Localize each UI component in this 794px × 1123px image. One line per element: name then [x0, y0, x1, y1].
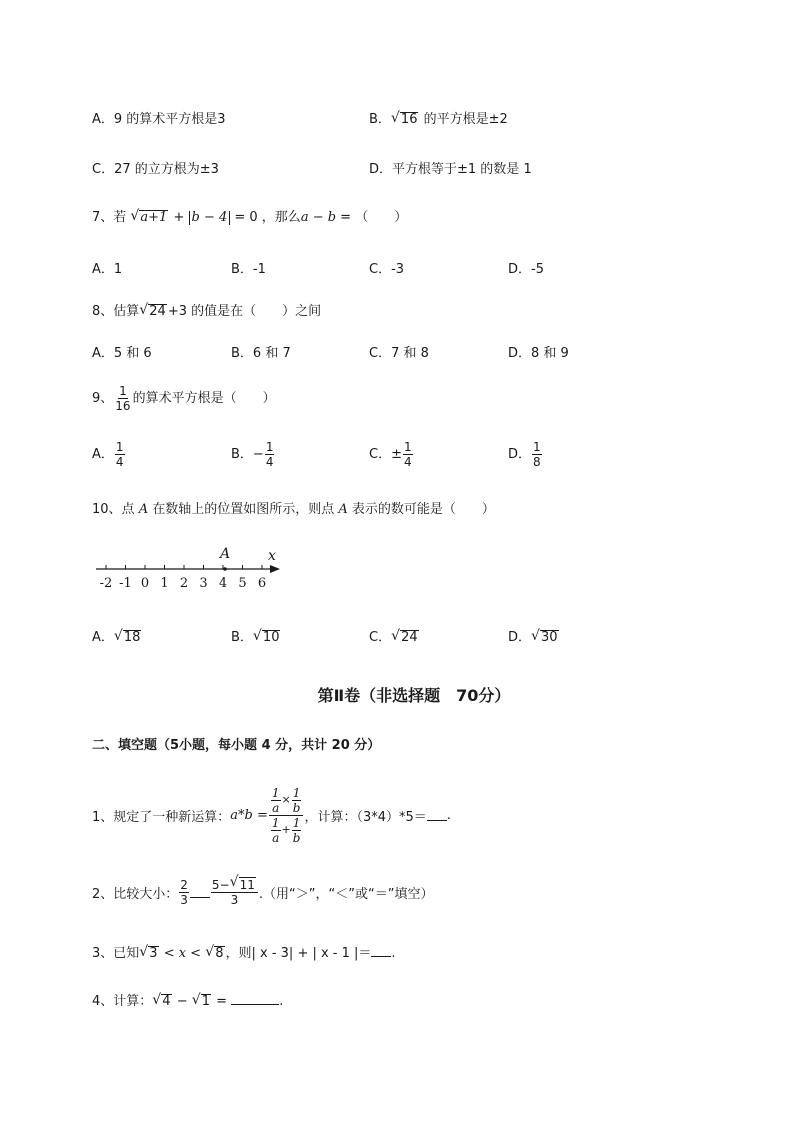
number-line-figure	[94, 540, 294, 596]
answer-blank[interactable]	[427, 810, 447, 821]
fill-q2: 2、比较大小： $\frac{2}{3}$ 5− √ 11 3 .（用“＞”，“＜”或“＝”填空）	[92, 874, 434, 907]
point-a-label: A	[220, 546, 231, 562]
q7-option-b[interactable]: B．-1	[231, 262, 266, 277]
sqrt-symbol: √ 24	[139, 302, 166, 319]
axis-tick-label: 3	[199, 576, 208, 591]
axis-tick-label: -1	[119, 576, 132, 591]
absolute-value: b − 4	[189, 211, 231, 225]
q7-options	[92, 258, 734, 282]
q9-option-a[interactable]: A． $\frac{1}{4}$	[92, 440, 124, 469]
q6-option-b-label: B．	[369, 112, 391, 127]
q10-option-b[interactable]: B． √ 10	[231, 628, 280, 645]
q8-option-d[interactable]: D．8 和 9	[508, 346, 569, 361]
answer-blank[interactable]	[190, 887, 210, 898]
q6-option-b-text: 的平方根是±2	[419, 112, 508, 127]
q8-option-b[interactable]: B．6 和 7	[231, 346, 291, 361]
axis-tick-label: 0	[140, 576, 150, 591]
q7-option-c[interactable]: C．-3	[369, 262, 405, 277]
q6-option-b[interactable]	[369, 108, 508, 127]
part-two-title: 第Ⅱ卷（非选择题 70分）	[317, 686, 511, 705]
q6-option-a[interactable]: A．9 的算术平方根是3	[92, 112, 226, 127]
q9-option-b[interactable]: B．− $\frac{1}{4}$	[231, 440, 274, 469]
axis-tick-label: 2	[179, 576, 189, 591]
axis-x-label: x	[268, 548, 276, 564]
q8-options	[92, 342, 734, 366]
axis-arrow-icon	[270, 565, 280, 573]
fill-q4: 4、计算： √ 4 − √ 1 = .	[92, 992, 284, 1009]
q7-option-d[interactable]: D．-5	[508, 262, 544, 277]
sqrt-symbol: √ a+1	[130, 208, 168, 225]
axis-tick-label: -2	[99, 576, 113, 591]
q6-options-row-2	[92, 158, 734, 182]
q9-option-c[interactable]: C．± $\frac{1}{4}$	[369, 440, 412, 469]
q10-options	[92, 626, 734, 650]
axis-tick-label: 5	[238, 576, 247, 591]
point-a-dot	[223, 567, 227, 571]
q6-option-c[interactable]: C．27 的立方根为±3	[92, 162, 219, 177]
q8-option-c[interactable]: C．7 和 8	[369, 346, 429, 361]
q10-option-c[interactable]: C． √ 24	[369, 628, 418, 645]
fill-q1: 1、规定了一种新运算： a*b = $\frac{1}{a}$ × $\frac{1}{b}$ $\frac{1}{a}$ + $\frac{1}{b}$ ，计算：（3*4）*5＝ .	[92, 785, 451, 845]
compound-fraction: $\frac{1}{a}$ × $\frac{1}{b}$ $\frac{1}{a}$ + $\frac{1}{b}$	[269, 786, 304, 845]
q9-option-d[interactable]: D． $\frac{1}{8}$	[508, 440, 541, 469]
q7-option-a[interactable]: A．1	[92, 262, 123, 277]
q8-option-a[interactable]: A．5 和 6	[92, 346, 152, 361]
answer-blank[interactable]	[371, 946, 391, 957]
section-title: 二、填空题（5小题，每小题 4 分，共计 20 分）	[92, 738, 381, 753]
q9-options	[92, 440, 734, 476]
q8-stem: 8、估算 √ 24 +3 的值是在（ ）之间	[92, 302, 322, 319]
q6-options-row-1	[92, 108, 734, 132]
fraction: $\frac{1}{16}$	[115, 384, 131, 413]
q6-option-d[interactable]: D．平方根等于±1 的数是 1	[369, 162, 532, 177]
axis-tick-label: 1	[160, 576, 169, 591]
fill-q3: 3、已知 √ 3 < x < √ 8 ，则| x - 3| + | x - 1 |＝ .	[92, 944, 396, 961]
q9-stem: 9、 $\frac{1}{16}$ 的算术平方根是（ ）	[92, 384, 276, 413]
sqrt-symbol: √ 16	[390, 110, 418, 127]
q10-option-d[interactable]: D． √ 30	[508, 628, 558, 645]
axis-tick-label: 6	[257, 576, 267, 591]
q7-stem: 7、若 √ a+1 + b − 4 = 0 ，那么a − b = （ ）	[92, 208, 408, 225]
answer-blank[interactable]	[231, 994, 279, 1005]
q10-stem: 10、点 A 在数轴上的位置如图所示，则点 A 表示的数可能是（ ）	[92, 502, 495, 517]
axis-tick-label: 4	[218, 576, 228, 591]
q10-option-a[interactable]: A． √ 18	[92, 628, 141, 645]
